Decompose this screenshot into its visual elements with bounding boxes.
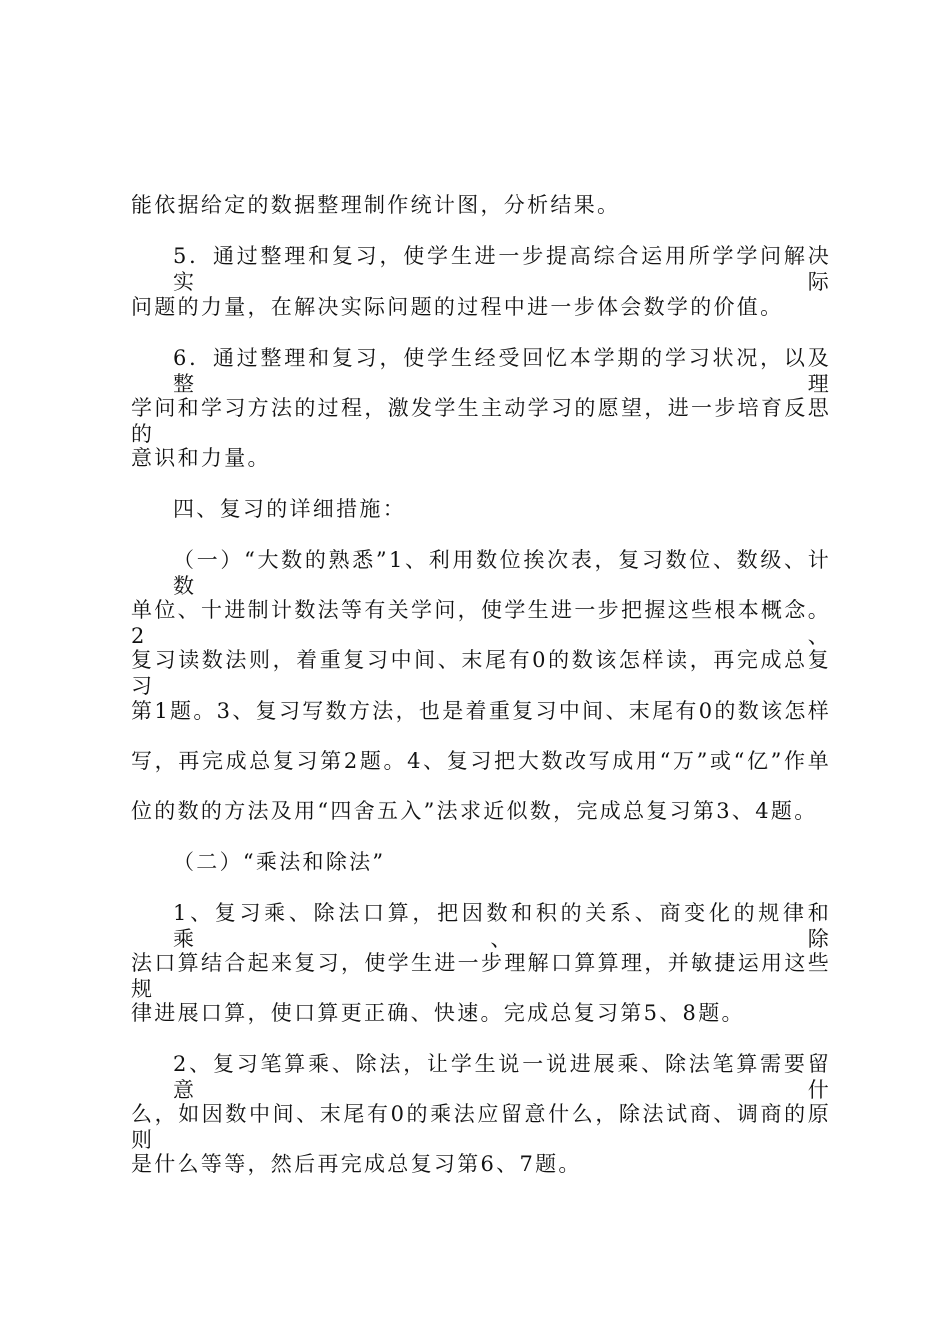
paragraph-line: 6．通过整理和复习，使学生经受回忆本学期的学习状况，以及整理 bbox=[173, 346, 831, 396]
paragraph-line: 1、复习乘、除法口算，把因数和积的关系、商变化的规律和乘、除 bbox=[173, 901, 831, 951]
paragraph-line: 意识和力量。 bbox=[131, 446, 271, 470]
paragraph-line: 复习读数法则，着重复习中间、末尾有0的数该怎样读，再完成总复习 bbox=[131, 648, 831, 698]
paragraph-line: 么，如因数中间、末尾有0的乘法应留意什么，除法试商、调商的原则 bbox=[131, 1102, 831, 1152]
paragraph-line: 第1题。3、复习写数方法，也是着重复习中间、末尾有0的数该怎样 bbox=[131, 699, 831, 723]
paragraph-line: 能依据给定的数据整理制作统计图，分析结果。 bbox=[131, 193, 621, 217]
paragraph-line: 2、复习笔算乘、除法，让学生说一说进展乘、除法笔算需要留意什 bbox=[173, 1052, 831, 1102]
paragraph-line: 单位、十进制计数法等有关学问，使学生进一步把握这些根本概念。2、 bbox=[131, 598, 831, 648]
paragraph-line: 律进展口算，使口算更正确、快速。完成总复习第5、8题。 bbox=[131, 1001, 745, 1025]
paragraph-line: 问题的力量，在解决实际问题的过程中进一步体会数学的价值。 bbox=[131, 295, 784, 319]
paragraph-line: （一）“大数的熟悉”1、利用数位挨次表，复习数位、数级、计数 bbox=[173, 548, 831, 598]
paragraph-line: 5．通过整理和复习，使学生进一步提高综合运用所学学问解决实际 bbox=[173, 244, 831, 294]
paragraph-line: 位的数的方法及用“四舍五入”法求近似数，完成总复习第3、4题。 bbox=[131, 799, 818, 823]
paragraph-line: 是什么等等，然后再完成总复习第6、7题。 bbox=[131, 1152, 582, 1176]
subsection-heading: （二）“乘法和除法” bbox=[173, 850, 386, 874]
paragraph-line: 法口算结合起来复习，使学生进一步理解口算算理，并敏捷运用这些规 bbox=[131, 951, 831, 1001]
paragraph-line: 写，再完成总复习第2题。4、复习把大数改写成用“万”或“亿”作单 bbox=[131, 749, 831, 773]
section-heading: 四、复习的详细措施： bbox=[173, 497, 406, 521]
paragraph-line: 学问和学习方法的过程，激发学生主动学习的愿望，进一步培育反思的 bbox=[131, 396, 831, 446]
